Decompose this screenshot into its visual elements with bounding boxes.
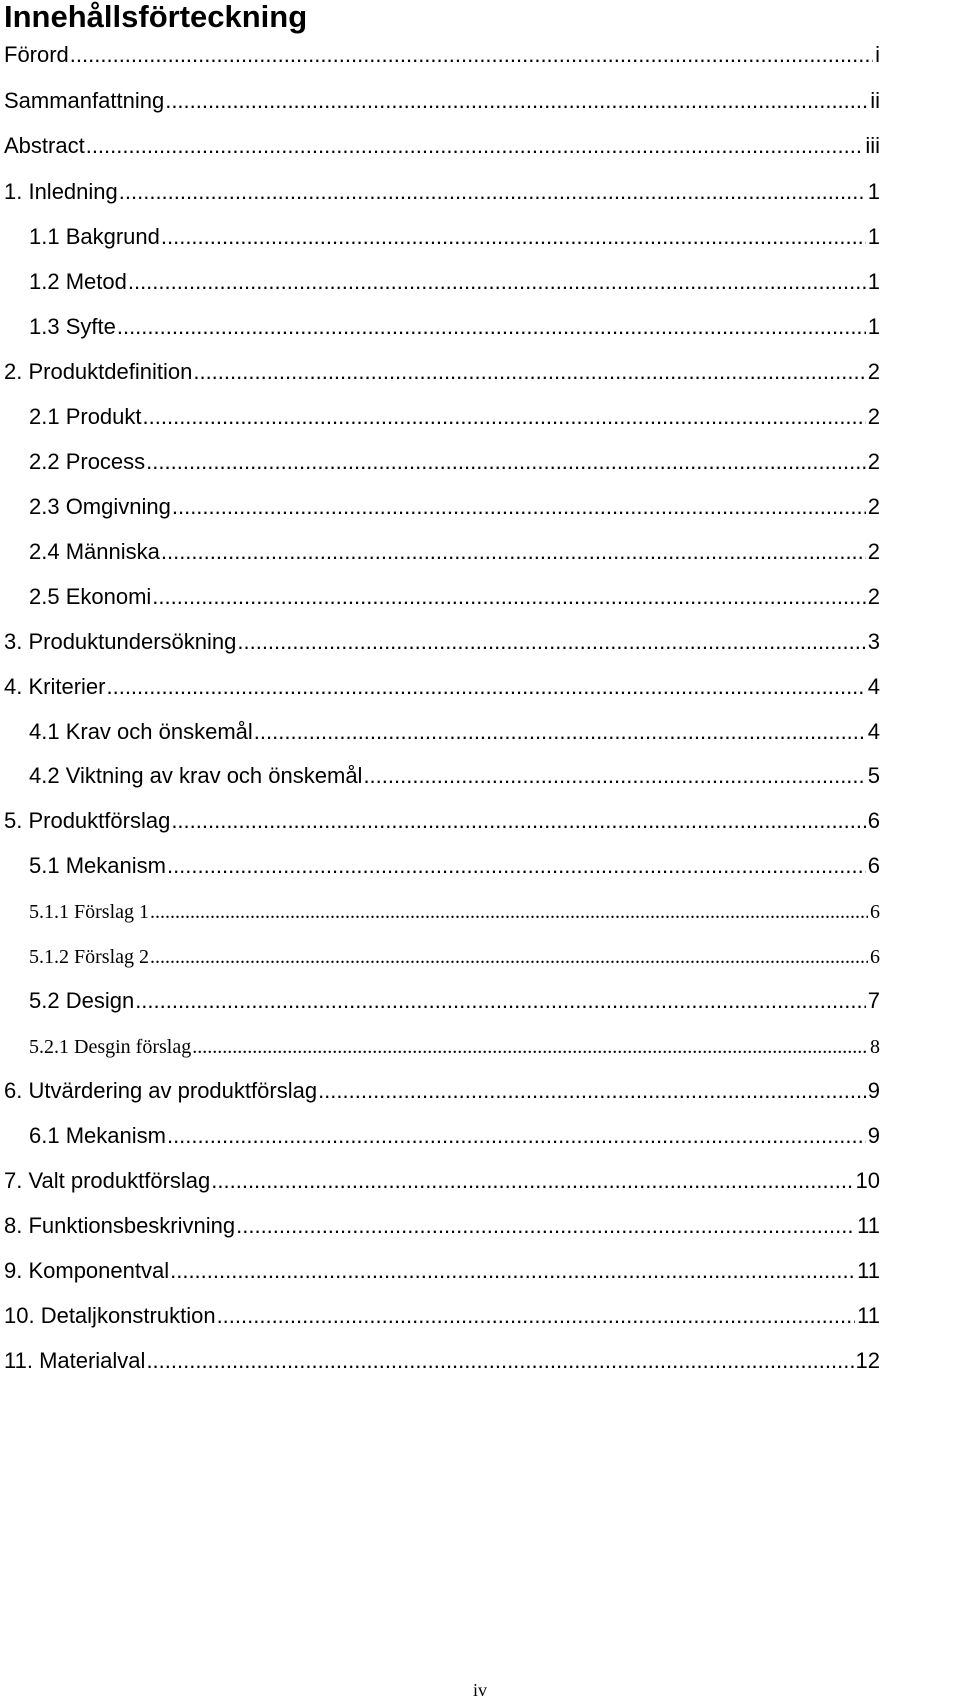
- toc-entry[interactable]: [29, 939, 880, 969]
- toc-entry[interactable]: [4, 355, 880, 385]
- toc-entry-label: 2.1 Produkt: [29, 404, 142, 429]
- toc-entry-page: i: [875, 42, 880, 67]
- toc-entry[interactable]: [4, 1344, 880, 1374]
- dot-leader: [150, 901, 868, 924]
- toc-entry-label: 9. Komponentval: [4, 1258, 170, 1283]
- dot-leader: [150, 946, 868, 969]
- toc-entry-page: 1: [867, 224, 880, 249]
- toc-entry-label: 6. Utvärdering av produktförslag: [4, 1078, 318, 1103]
- toc-entry-page: 1: [867, 314, 880, 339]
- toc-entry-label: 1.2 Metod: [29, 269, 127, 294]
- toc-entry-label: 2.2 Process: [29, 449, 146, 474]
- toc-entry[interactable]: [29, 265, 880, 295]
- dot-leader: [217, 1303, 856, 1329]
- toc-entry-label: 5. Produktförslag: [4, 808, 171, 833]
- toc-entry[interactable]: [29, 759, 880, 789]
- toc-entry-label: 2.5 Ekonomi: [29, 584, 152, 609]
- dot-leader: [363, 763, 865, 789]
- toc-entry[interactable]: [4, 670, 880, 700]
- toc-entry-page: 4: [867, 719, 880, 744]
- dot-leader: [146, 449, 866, 475]
- toc-entry-page: 1: [867, 179, 880, 204]
- dot-leader: [161, 539, 866, 565]
- dot-leader: [106, 674, 865, 700]
- dot-leader: [70, 42, 873, 68]
- toc-entry[interactable]: [4, 1209, 880, 1239]
- toc-entry[interactable]: [4, 84, 880, 114]
- page-number: iv: [472, 1680, 487, 1700]
- toc-entry-label: 2.4 Människa: [29, 539, 160, 564]
- toc-entry-page: 2: [867, 449, 880, 474]
- dot-leader: [165, 88, 868, 114]
- toc-entry-page: 6: [867, 808, 880, 833]
- toc-entry-page: 12: [855, 1348, 880, 1373]
- toc-entry-label: 1.3 Syfte: [29, 314, 116, 339]
- toc-entry-label: Abstract: [4, 133, 85, 158]
- dot-leader: [167, 853, 866, 879]
- toc-entry-label: 11. Materialval: [4, 1348, 146, 1373]
- toc-entry-label: 3. Produktundersökning: [4, 629, 237, 654]
- toc-entry[interactable]: [4, 1164, 880, 1194]
- toc-entry-page: 2: [867, 494, 880, 519]
- toc-entry-label: 10. Detaljkonstruktion: [4, 1303, 216, 1328]
- toc-entry-label: 6.1 Mekanism: [29, 1123, 166, 1148]
- toc-entry-page: 2: [867, 359, 880, 384]
- toc-entry-page: 8: [870, 1036, 880, 1058]
- toc-entry-page: ii: [870, 88, 880, 113]
- toc-entry-page: 11: [857, 1303, 880, 1328]
- toc-entry-page: 2: [867, 584, 880, 609]
- toc-entry[interactable]: [29, 490, 880, 520]
- toc-entry[interactable]: [4, 804, 880, 834]
- toc-entry-label: 5.2.1 Desgin förslag: [29, 1036, 192, 1058]
- toc-entry[interactable]: [29, 984, 880, 1014]
- toc-entry-page: iii: [865, 133, 880, 158]
- toc-entry[interactable]: [29, 894, 880, 924]
- toc-entry-page: 9: [867, 1123, 880, 1148]
- toc-entry[interactable]: [29, 715, 880, 745]
- toc-entry-page: 3: [867, 629, 880, 654]
- dot-leader: [135, 988, 866, 1014]
- toc-entry[interactable]: [4, 1254, 880, 1284]
- dot-leader: [318, 1078, 866, 1104]
- dot-leader: [143, 404, 866, 430]
- toc-entry[interactable]: [4, 1299, 880, 1329]
- toc-entry-page: 2: [867, 404, 880, 429]
- toc-entry-page: 6: [870, 901, 880, 923]
- dot-leader: [167, 1123, 866, 1149]
- toc-entry[interactable]: [4, 38, 880, 68]
- dot-leader: [152, 584, 865, 610]
- toc-entry-page: 6: [867, 853, 880, 878]
- toc-entry[interactable]: [29, 1029, 880, 1059]
- toc-entry-page: 11: [857, 1258, 880, 1283]
- toc-entry-page: 1: [867, 269, 880, 294]
- toc-entry[interactable]: [29, 580, 880, 610]
- dot-leader: [193, 359, 865, 385]
- toc-entry-label: 5.1 Mekanism: [29, 853, 166, 878]
- toc-entry-label: 7. Valt produktförslag: [4, 1168, 211, 1193]
- toc-entry-label: Sammanfattning: [4, 88, 165, 113]
- toc-entry-label: 8. Funktionsbeskrivning: [4, 1213, 236, 1238]
- toc-entry-label: Förord: [4, 42, 69, 67]
- toc-entry-page: 2: [867, 539, 880, 564]
- dot-leader: [172, 494, 866, 520]
- dot-leader: [128, 269, 866, 295]
- dot-leader: [146, 1348, 853, 1374]
- toc-entry-label: 4.2 Viktning av krav och önskemål: [29, 763, 363, 788]
- dot-leader: [161, 224, 866, 250]
- toc-entry-label: 2.3 Omgivning: [29, 494, 171, 519]
- toc-entry-page: 9: [867, 1078, 880, 1103]
- toc-entry-label: 5.2 Design: [29, 988, 135, 1013]
- toc-entry-label: 1.1 Bakgrund: [29, 224, 160, 249]
- dot-leader: [254, 719, 866, 745]
- toc-entry-label: 4.1 Krav och önskemål: [29, 719, 253, 744]
- dot-leader: [119, 179, 866, 205]
- toc-entry[interactable]: [29, 220, 880, 250]
- toc-entry-label: 5.1.2 Förslag 2: [29, 946, 149, 968]
- toc-entry[interactable]: [29, 445, 880, 475]
- toc-entry[interactable]: [4, 129, 880, 159]
- toc-entry[interactable]: [29, 535, 880, 565]
- dot-leader: [170, 1258, 855, 1284]
- page-title: Innehållsförteckning: [4, 0, 308, 34]
- toc-entry-page: 6: [870, 946, 880, 968]
- toc-entry-label: 5.1.1 Förslag 1: [29, 901, 149, 923]
- toc-entry-page: 4: [867, 674, 880, 699]
- toc-entry[interactable]: [29, 310, 880, 340]
- toc-entry-page: 7: [867, 988, 880, 1013]
- toc-entry[interactable]: [29, 1119, 880, 1149]
- toc-entry-page: 11: [857, 1213, 880, 1238]
- dot-leader: [237, 629, 865, 655]
- dot-leader: [192, 1036, 868, 1059]
- toc-entry[interactable]: [29, 400, 880, 430]
- toc-entry-label: 1. Inledning: [4, 179, 118, 204]
- dot-leader: [86, 133, 864, 159]
- toc-entry[interactable]: [29, 849, 880, 879]
- toc-entry[interactable]: [4, 175, 880, 205]
- dot-leader: [117, 314, 866, 340]
- toc-entry-label: 2. Produktdefinition: [4, 359, 193, 384]
- dot-leader: [211, 1168, 853, 1194]
- toc-entry-page: 5: [867, 763, 880, 788]
- dot-leader: [171, 808, 865, 834]
- toc-entry-page: 10: [855, 1168, 880, 1193]
- dot-leader: [236, 1213, 855, 1239]
- toc-entry[interactable]: [4, 1074, 880, 1104]
- toc-entry[interactable]: [4, 625, 880, 655]
- toc-entry-label: 4. Kriterier: [4, 674, 106, 699]
